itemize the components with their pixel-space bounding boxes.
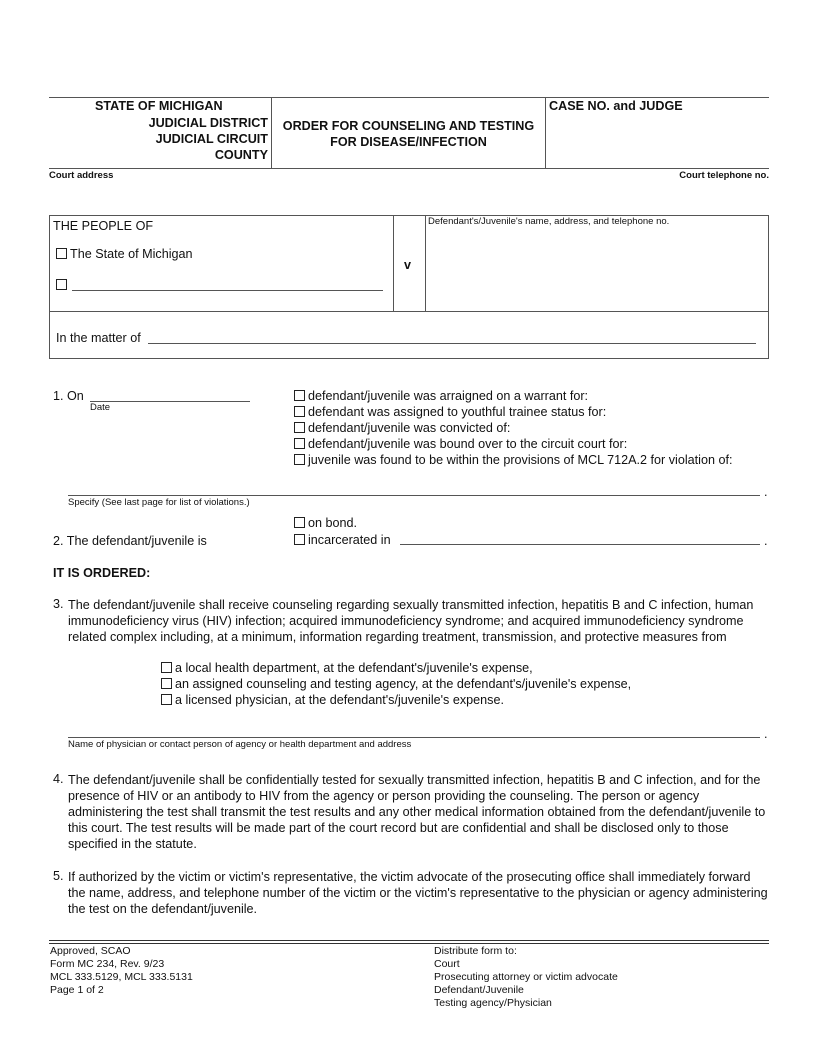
item-5-text: If authorized by the victim or victim's representative, the victim advocate of the prosecuting office shall immediately forward the name, address, and telephone number of the victim or the victim's representative to the physician or agency administering the test on the defendant/juvenile. — [68, 870, 768, 916]
checkbox[interactable] — [294, 454, 305, 465]
court-phone-label: Court telephone no. — [679, 170, 769, 181]
period: . — [764, 727, 768, 741]
checkbox[interactable] — [56, 248, 67, 259]
state-label: STATE OF MICHIGAN — [95, 99, 223, 113]
distribution-list — [434, 945, 618, 1010]
matter-of-label: In the matter of — [56, 331, 141, 345]
county-label: COUNTY — [214, 148, 268, 162]
distribute-item: Prosecuting attorney or victim advocate — [434, 971, 618, 983]
option-label: juvenile was found to be within the provisions of MCL 712A.2 for violation of: — [308, 453, 733, 467]
defendant-info-label: Defendant's/Juvenile's name, address, and telephone no. — [428, 216, 670, 227]
page-number: Page 1 of 2 — [50, 984, 104, 996]
incarcerated-option[interactable] — [294, 533, 391, 547]
item-3-option[interactable] — [161, 693, 504, 707]
period: . — [764, 485, 768, 499]
item-3-option[interactable] — [161, 661, 533, 675]
incarcerated-field[interactable] — [400, 544, 760, 545]
item-1-option[interactable] — [294, 389, 588, 403]
statute-reference: MCL 333.5129, MCL 333.5131 — [50, 971, 193, 983]
option-label: an assigned counseling and testing agency, at the defendant's/juvenile's expense, — [175, 677, 632, 691]
parties-divider — [425, 215, 426, 311]
form-number: Form MC 234, Rev. 9/23 — [50, 958, 165, 970]
specify-label: Specify (See last page for list of violations.) — [68, 497, 250, 508]
it-is-ordered-heading: IT IS ORDERED: — [53, 566, 151, 580]
physician-label: Name of physician or contact person of agency or health department and address — [68, 739, 412, 750]
distribute-item: Testing agency/Physician — [434, 997, 552, 1009]
checkbox[interactable] — [161, 694, 172, 705]
item-2-label: 2. The defendant/juvenile is — [53, 534, 207, 548]
distribute-item: Court — [434, 958, 460, 970]
item-3-num: 3. — [53, 597, 64, 611]
specify-field[interactable] — [68, 495, 760, 496]
option-label: incarcerated in — [308, 533, 391, 547]
item-4-num: 4. — [53, 772, 64, 786]
option-label: a licensed physician, at the defendant's/juvenile's expense. — [175, 693, 504, 707]
checkbox[interactable] — [294, 534, 305, 545]
header-top-rule — [49, 97, 769, 98]
checkbox[interactable] — [161, 662, 172, 673]
circuit-label: JUDICIAL CIRCUIT — [155, 132, 268, 146]
checkbox[interactable] — [294, 438, 305, 449]
date-label: Date — [90, 402, 111, 413]
parties-divider — [393, 215, 394, 311]
item-5-num: 5. — [53, 869, 64, 883]
matter-of-field[interactable] — [148, 343, 756, 344]
people-of-label: THE PEOPLE OF — [53, 219, 154, 233]
case-no-label: CASE NO. and JUDGE — [549, 99, 683, 113]
physician-field[interactable] — [68, 737, 760, 738]
date-field[interactable] — [90, 401, 250, 402]
parties-box — [49, 215, 769, 359]
form-title-2: FOR DISEASE/INFECTION — [330, 135, 487, 149]
footer-rule — [49, 943, 769, 944]
option-label: on bond. — [308, 516, 358, 530]
checkbox[interactable] — [294, 406, 305, 417]
period: . — [764, 534, 768, 548]
other-plaintiff-field[interactable] — [72, 290, 383, 291]
other-plaintiff-option[interactable] — [56, 278, 70, 292]
parties-divider — [49, 311, 769, 312]
approved-text: Approved, SCAO — [50, 945, 131, 957]
item-1-label: 1. On — [53, 389, 84, 403]
item-3-text: The defendant/juvenile shall receive counseling regarding sexually transmitted infection, hepatitis B and C infection, human immunodeficiency virus (HIV) infection; acquired immunodeficiency syndrome; and acquired immunodeficiency syndrome related complex including, at a minimum, information regarding treatment, transmission, and protective measures from — [68, 598, 754, 644]
footer-rule — [49, 940, 769, 941]
checkbox[interactable] — [294, 517, 305, 528]
on-bond-option[interactable] — [294, 516, 357, 530]
item-1-option[interactable] — [294, 453, 732, 467]
distribute-label: Distribute form to: — [434, 945, 517, 957]
form-title: ORDER FOR COUNSELING AND TESTING — [282, 119, 535, 133]
checkbox[interactable] — [294, 422, 305, 433]
district-label: JUDICIAL DISTRICT — [148, 116, 268, 130]
court-address-label: Court address — [49, 170, 114, 181]
checkbox[interactable] — [161, 678, 172, 689]
checkbox[interactable] — [294, 390, 305, 401]
option-label: defendant/juvenile was convicted of: — [308, 421, 511, 435]
footer-left — [50, 945, 193, 997]
state-of-michigan-option[interactable] — [56, 247, 193, 261]
item-1-option[interactable] — [294, 405, 606, 419]
option-label: The State of Michigan — [70, 247, 193, 261]
distribute-item: Defendant/Juvenile — [434, 984, 524, 996]
item-3-option[interactable] — [161, 677, 631, 691]
checkbox[interactable] — [56, 279, 67, 290]
option-label: a local health department, at the defendant's/juvenile's expense, — [175, 661, 533, 675]
item-4-text: The defendant/juvenile shall be confidentially tested for sexually transmitted infection, hepatitis B and C infection, and for the presence of HIV or an antibody to HIV from the agency or person providing the counseling. The person or agency administering the test shall transmit the test results and any other medical information obtained from the defendant/juvenile to this court. The test results will be made part of the court record but are confidential and shall be disclosed only to those specified in the statute. — [68, 773, 766, 851]
option-label: defendant/juvenile was arraigned on a warrant for: — [308, 389, 589, 403]
header-divider — [545, 97, 546, 168]
item-1-option[interactable] — [294, 437, 627, 451]
option-label: defendant was assigned to youthful trainee status for: — [308, 405, 607, 419]
versus-label: v — [404, 258, 412, 272]
option-label: defendant/juvenile was bound over to the circuit court for: — [308, 437, 628, 451]
item-1-option[interactable] — [294, 421, 510, 435]
header-bottom-rule — [49, 168, 769, 169]
